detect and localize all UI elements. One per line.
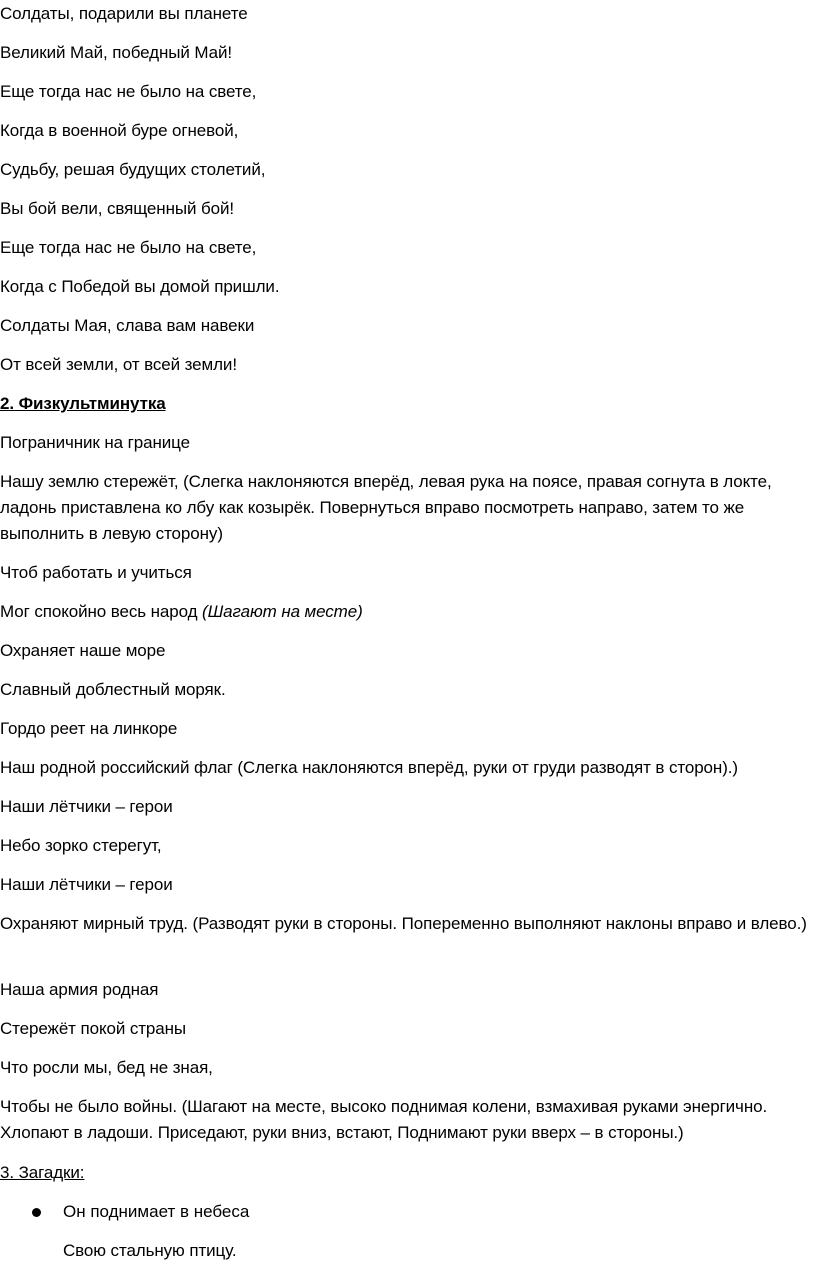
section-2-line-2: Чтоб работать и учиться [0,563,192,582]
poem-line-3: Еще тогда нас не было на свете, [0,82,257,101]
section-2-line-8: Наши лётчики – герои [0,797,173,816]
poem-line-9: Солдаты Мая, слава вам навеки [0,316,255,335]
section-2-paragraph-3: Чтобы не было войны. (Шагают на месте, высоко поднимая колени, взмахивая руками энергично. Хлопают в ладоши. Приседают, руки вниз, встают, Поднимают руки вверх – в стороны.) [0,1097,768,1142]
section-2-line-1: Пограничник на границе [0,433,190,452]
riddle-line-2: Свою стальную птицу. [63,1241,237,1260]
section-2-line-11: Наша армия родная [0,980,159,999]
section-2-line-6: Гордо реет на линкоре [0,719,178,738]
section-2-line-13: Что росли мы, бед не зная, [0,1058,213,1077]
bullet-icon [32,1208,41,1217]
poem-line-7: Еще тогда нас не было на свете, [0,238,257,257]
riddle-bullet-item [0,1199,810,1225]
poem-line-10: От всей земли, от всей земли! [0,355,237,374]
section-2-line-4: Охраняет наше море [0,641,166,660]
section-2-line-9: Небо зорко стерегут, [0,836,162,855]
poem-line-8: Когда с Победой вы домой пришли. [0,277,280,296]
section-2-heading: 2. Физкультминутка [0,394,166,413]
section-2-line-3 [0,599,363,625]
section-3-heading: 3. Загадки: [0,1163,85,1182]
section-2-line-10: Наши лётчики – герои [0,875,173,894]
poem-line-6: Вы бой вели, священный бой! [0,199,235,218]
poem-line-4: Когда в военной буре огневой, [0,121,239,140]
section-2-line-12: Стережёт покой страны [0,1019,187,1038]
riddle-line-1: Он поднимает в небеса [63,1202,250,1221]
poem-line-2: Великий Май, победный Май! [0,43,233,62]
section-2-paragraph-1: Нашу землю стережёт, (Слегка наклоняются вперёд, левая рука на поясе, правая согнута в локте, ладонь приставлена ко лбу как козырёк. Повернуться вправо посмотреть направо, затем то же выполнить в левую сторону) [0,472,772,543]
poem-line-5: Судьбу, решая будущих столетий, [0,160,266,179]
section-2-line-5: Славный доблестный моряк. [0,680,226,699]
section-2-line-3-italic: (Шагают на месте) [202,602,363,621]
poem-line-1: Солдаты, подарили вы планете [0,4,248,23]
section-2-line-7: Наш родной российский флаг (Слегка наклоняются вперёд, руки от груди разводят в сторон).) [0,758,738,777]
section-2-paragraph-2: Охраняют мирный труд. (Разводят руки в стороны. Попеременно выполняют наклоны вправо и влево.) [0,914,807,933]
section-2-line-3-text: Мог спокойно весь народ [0,602,203,621]
